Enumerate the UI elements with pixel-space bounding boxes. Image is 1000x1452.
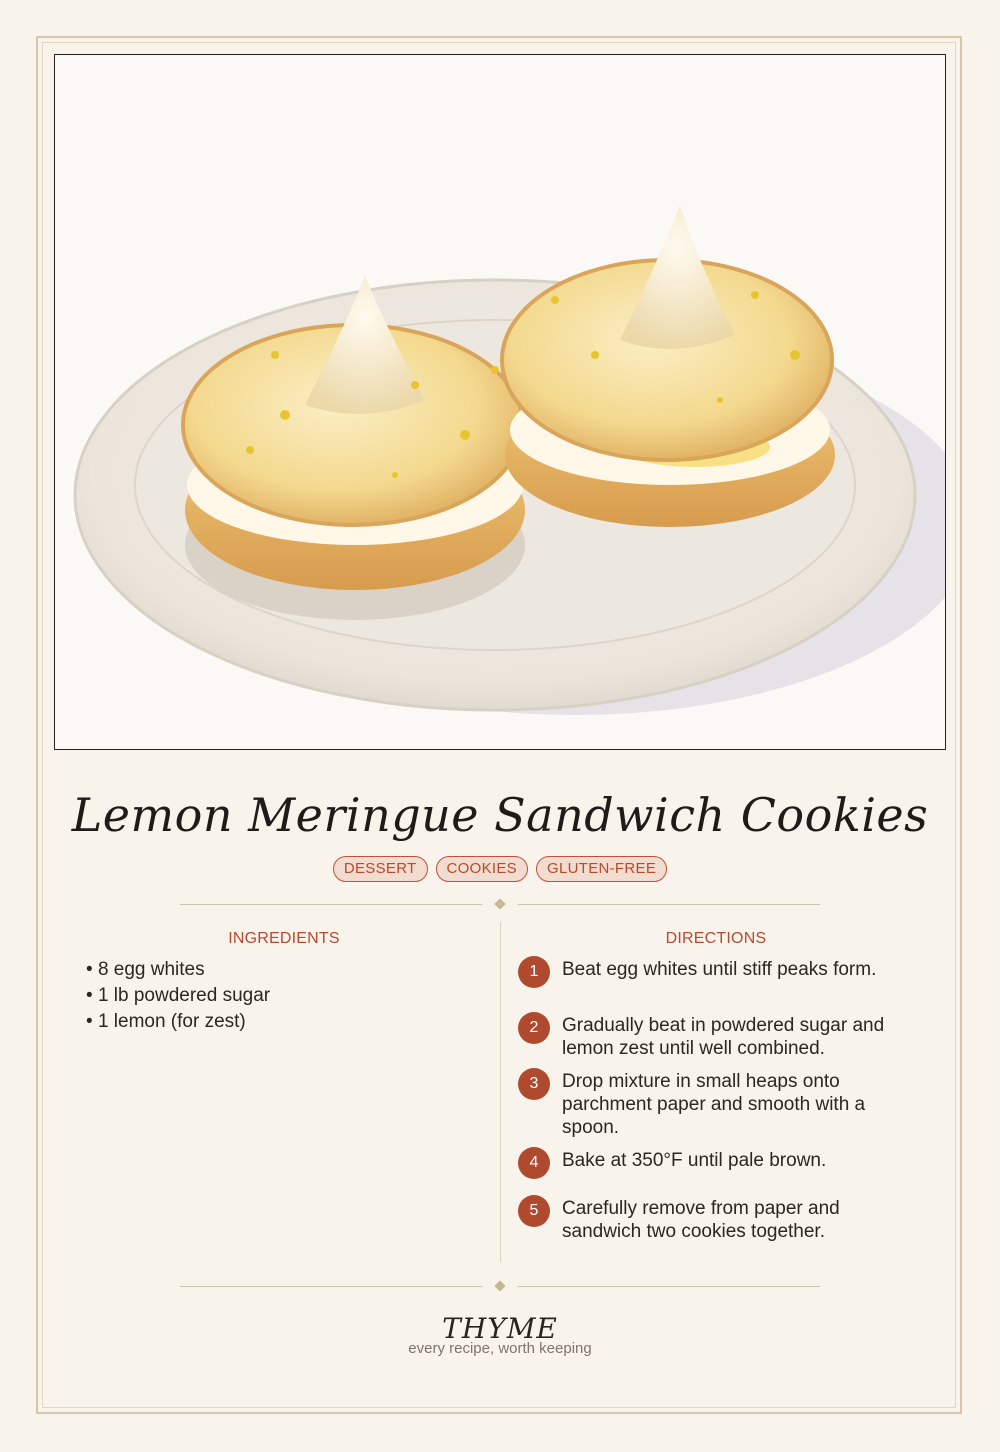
brand-name: THYME [442, 1312, 558, 1345]
ingredient-item: • 1 lb powdered sugar [86, 983, 270, 1009]
divider-bottom-left [180, 1286, 482, 1287]
ingredients-heading: INGREDIENTS [228, 930, 340, 947]
tag-list [0, 856, 1000, 882]
step-number-badge: 3 [518, 1068, 550, 1100]
tag-cookies[interactable]: COOKIES [436, 856, 528, 882]
ingredients-list [86, 957, 270, 1035]
step-text: Drop mixture in small heaps onto parchment paper and smooth with a spoon. [562, 1071, 866, 1138]
step-text: Beat egg whites until stiff peaks form. [562, 959, 877, 980]
recipe-title: Lemon Meringue Sandwich Cookies [71, 788, 929, 842]
divider-top-right [518, 904, 820, 905]
tag-gluten-free[interactable]: GLUTEN-FREE [536, 856, 667, 882]
tag-dessert[interactable]: DESSERT [333, 856, 428, 882]
ingredient-item: • 8 egg whites [86, 957, 270, 983]
step-text: Gradually beat in powdered sugar and lemon zest until well combined. [562, 1015, 885, 1059]
step-text: Carefully remove from paper and sandwich two cookies together. [562, 1198, 840, 1242]
brand-tagline: every recipe, worth keeping [408, 1340, 592, 1357]
recipe-photo [54, 54, 946, 750]
step-number-badge: 5 [518, 1195, 550, 1227]
step-number-badge: 2 [518, 1012, 550, 1044]
directions-heading: DIRECTIONS [665, 930, 767, 947]
cookie-right-illustration [502, 205, 835, 527]
divider-top-left [180, 904, 482, 905]
column-divider [500, 922, 501, 1262]
step-text: Bake at 350°F until pale brown. [562, 1150, 827, 1171]
step-number-badge: 1 [518, 956, 550, 988]
step-number-badge: 4 [518, 1147, 550, 1179]
divider-bottom-right [518, 1286, 820, 1287]
ingredient-item: • 1 lemon (for zest) [86, 1009, 270, 1035]
